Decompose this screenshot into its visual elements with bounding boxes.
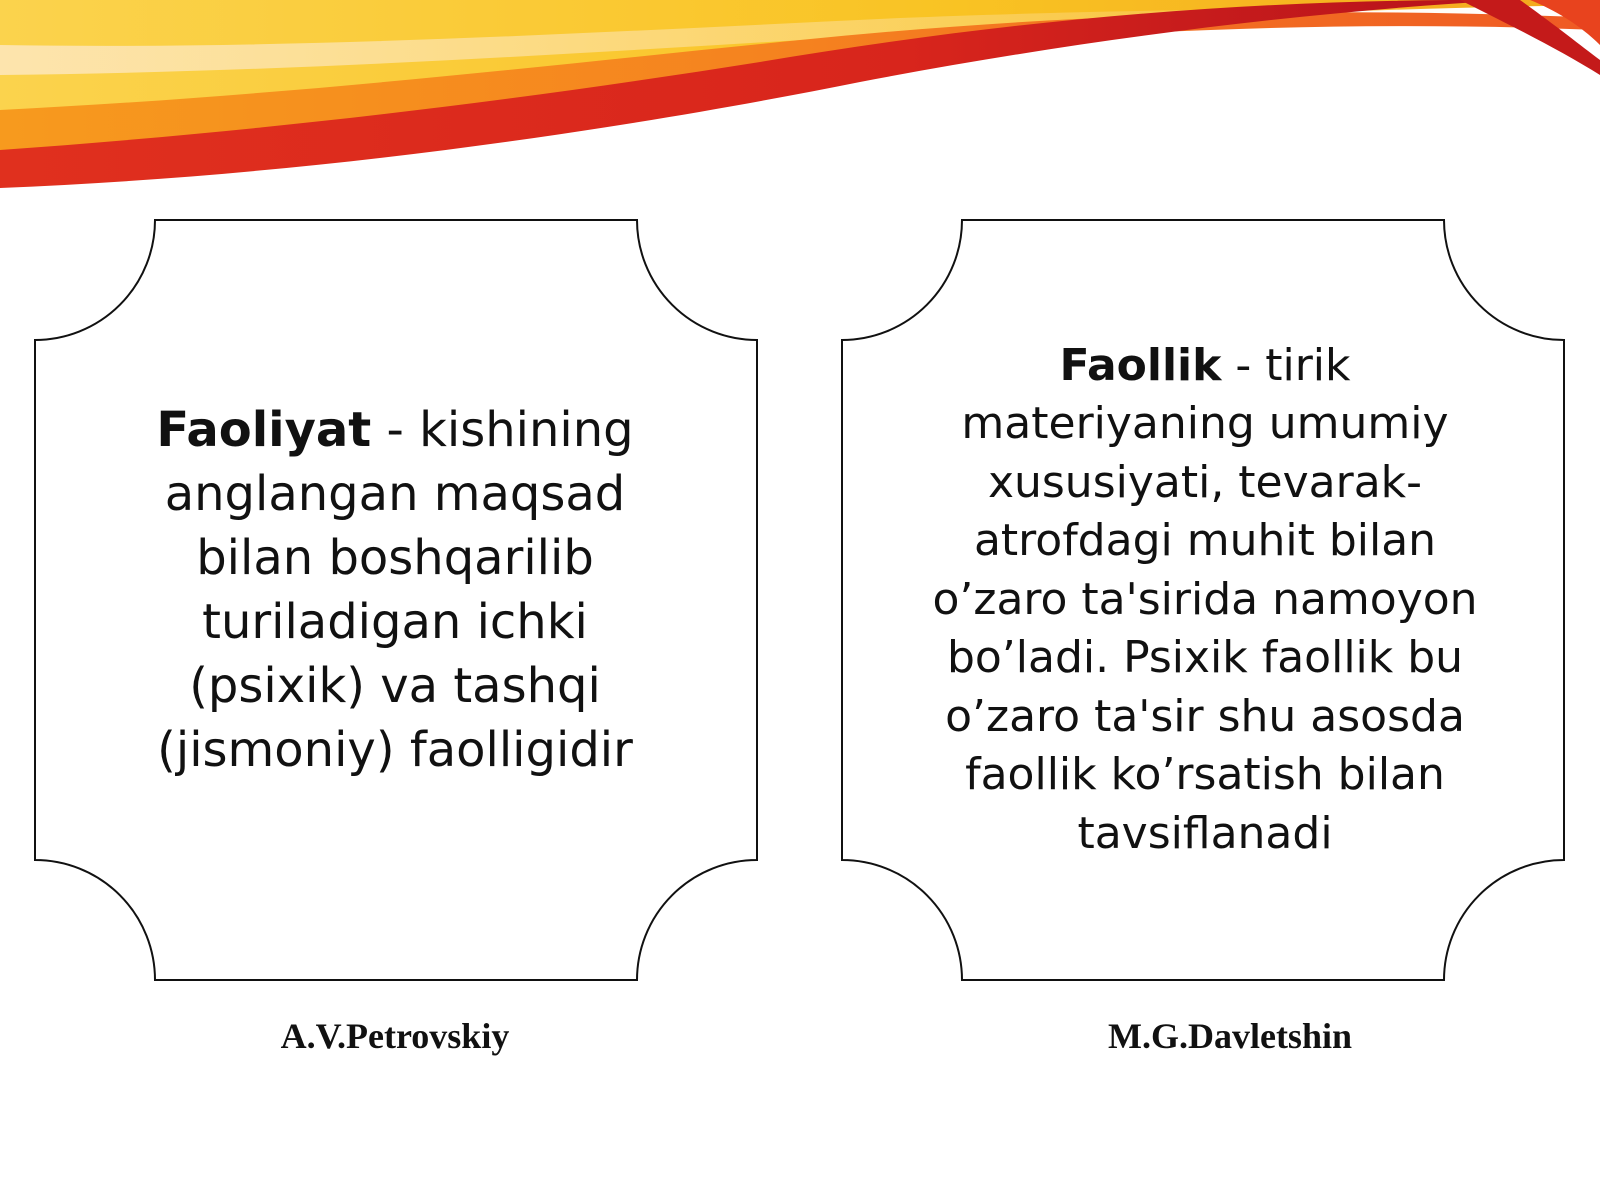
- term-faollik: Faollik: [1059, 339, 1222, 391]
- definition-text: - tirik materiyaning umumiy xususiyati, tevarak-atrofdagi muhit bilan o’zaro ta'sirida namoyon bo’ladi. Psixik faollik bu o’zaro ta'sir shu asosda faollik ko’rsatish bilan tavsiflanadi: [932, 339, 1478, 859]
- faoliyat-definition: [120, 398, 670, 782]
- definition-text: - kishining anglangan maqsad bilan boshqarilib turiladigan ichki (psixik) va tashqi (jismoniy) faolligidir: [157, 402, 634, 778]
- faollik-definition: [920, 337, 1490, 864]
- right-card-text: [920, 290, 1490, 910]
- author-davletshin: M.G.Davletshin: [1107, 1016, 1352, 1056]
- author-petrovskiy: A.V.Petrovskiy: [280, 1016, 510, 1056]
- term-faoliyat: Faoliyat: [156, 402, 372, 458]
- left-card-text: [120, 230, 670, 950]
